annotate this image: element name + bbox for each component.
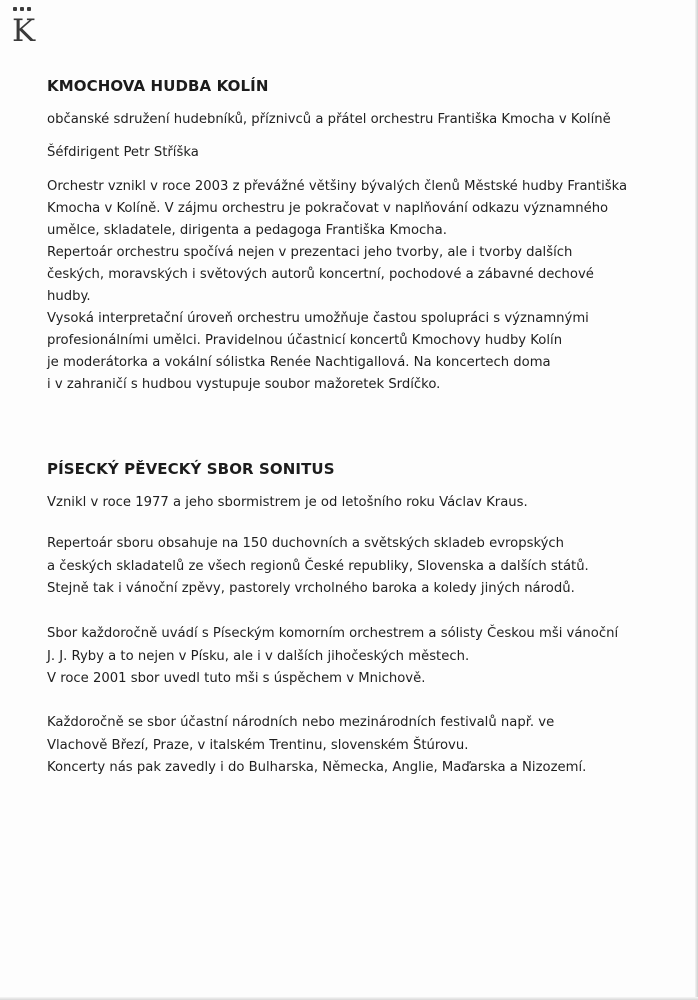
- section-title-kmochova-hudba: KMOCHOVA HUDBA KOLÍN: [47, 77, 269, 95]
- paragraph-line: Každoročně se sbor účastní národních nebo mezinárodních festivalů např. ve: [47, 715, 555, 730]
- paragraph-line: a českých skladatelů ze všech regionů České republiky, Slovenska a dalších států.: [47, 558, 589, 574]
- paragraph-line: Repertoár orchestru spočívá nejen v prezentaci jeho tvorby, ale i tvorby dalších: [47, 245, 573, 260]
- paragraph-line: profesionálními umělci. Pravidelnou účastnicí koncertů Kmochovy hudby Kolín: [47, 333, 563, 348]
- paragraph-line: Repertoár sboru obsahuje na 150 duchovních a světských skladeb evropských: [47, 536, 565, 551]
- paragraph-line: Stejně tak i vánoční zpěvy, pastorely vrcholného baroka a koledy jiných národů.: [47, 581, 575, 596]
- paragraph-line: je moderátorka a vokální sólistka Renée Nachtigallová. Na koncertech doma: [47, 355, 551, 370]
- section1-paragraph: [47, 176, 627, 396]
- paragraph-line: hudby.: [47, 289, 91, 304]
- logo-dots: [13, 6, 33, 12]
- section2-paragraph-christmas-mass: [47, 623, 618, 691]
- paragraph-line: J. J. Ryby a to nejen v Písku, ale i v dalších jihočeských městech.: [47, 648, 470, 664]
- paragraph-line: českých, moravských i světových autorů koncertní, pochodové a zábavné dechové: [47, 267, 594, 282]
- section2-intro: Vznikl v roce 1977 a jeho sbormistrem je od letošního roku Václav Kraus.: [47, 495, 528, 510]
- section-subtitle: občanské sdružení hudebníků, příznivců a přátel orchestru Františka Kmocha v Kolíně: [47, 112, 611, 127]
- paragraph-line: umělce, skladatele, dirigenta a pedagoga Františka Kmocha.: [47, 223, 447, 238]
- logo: [11, 6, 35, 50]
- paragraph-line: Sbor každoročně uvádí s Píseckým komorním orchestrem a sólisty Českou mši vánoční: [47, 626, 619, 641]
- logo-letter: K: [12, 13, 36, 49]
- paragraph-line: Kmocha v Kolíně. V zájmu orchestru je pokračovat v naplňování odkazu významného: [47, 201, 609, 216]
- section-title-sonitus: PÍSECKÝ PĚVECKÝ SBOR SONITUS: [47, 460, 335, 478]
- paragraph-line: Orchestr vznikl v roce 2003 z převážné většiny bývalých členů Městské hudby Františka: [47, 179, 628, 194]
- conductor-line: Šéfdirigent Petr Stříška: [47, 145, 199, 160]
- paragraph-line: V roce 2001 sbor uvedl tuto mši s úspěchem v Mnichově.: [47, 671, 426, 686]
- paragraph-line: i v zahraničí s hudbou vystupuje soubor mažoretek Srdíčko.: [47, 377, 441, 392]
- section2-paragraph-festivals: [47, 712, 586, 780]
- paragraph-line: Koncerty nás pak zavedly i do Bulharska, Německa, Anglie, Maďarska a Nizozemí.: [47, 760, 587, 775]
- paragraph-line: Vysoká interpretační úroveň orchestru umožňuje častou spolupráci s významnými: [47, 311, 589, 326]
- section2-paragraph-repertoire: [47, 533, 589, 601]
- paragraph-line: Vlachově Březí, Praze, v italském Trentinu, slovenském Štúrovu.: [47, 737, 469, 753]
